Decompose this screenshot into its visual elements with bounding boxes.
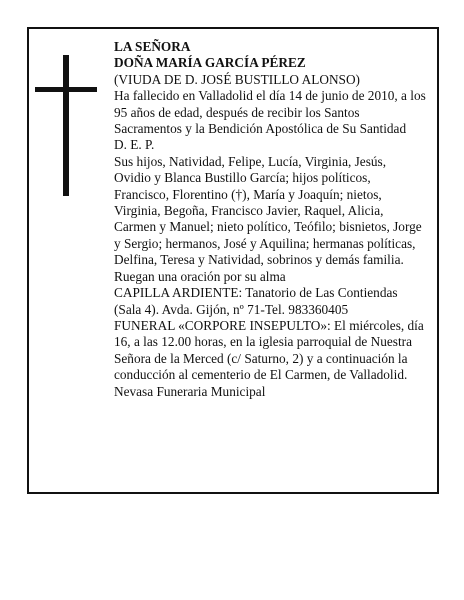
cross-icon [35,55,97,196]
funeral-home: Nevasa Funeraria Municipal [114,383,266,399]
family-paragraph: Sus hijos, Natividad, Felipe, Lucía, Virginia, Jesús, Ovidio y Blanca Bustillo García; hijos políticos, Francisco, Florentino (†), María y Joaquín; nietos, Virginia, Begoña, Francisco Javier, Raquel, Alicia, Carmen y Manuel; nieto político, Teófilo; bisnietos, Jorge y Sergio; hermanos, José y Aquilina; hermanas políticas, Delfina, Teresa y Natividad, sobrinos y demás familia. [114,153,422,268]
cross-vertical-bar [63,55,69,196]
prayer-line: Ruegan una oración por su alma [114,268,286,284]
cross-horizontal-bar [35,87,97,92]
chapel-paragraph: CAPILLA ARDIENTE: Tanatorio de Las Contiendas (Sala 4). Avda. Gijón, nº 71-Tel. 983360405 [114,285,398,317]
widow-line: (VIUDA DE D. JOSÉ BUSTILLO ALONSO) [114,71,360,87]
death-paragraph: Ha fallecido en Valladolid el día 14 de junio de 2010, a los 95 años de edad, después de recibir los Santos Sacramentos y la Bendición Apostólica de Su Santidad [114,88,426,137]
funeral-paragraph: FUNERAL «CORPORE INSEPULTO»: El miércoles, día 16, a las 12.00 horas, en la iglesia parroquial de Nuestra Señora de la Merced (c/ Saturno, 2) y a continuación la conducción al cementerio de El Carmen, de Valladolid. [114,317,424,383]
title-line: LA SEÑORA [114,39,191,54]
deceased-name: DOÑA MARÍA GARCÍA PÉREZ [114,55,306,71]
obituary-text [114,39,426,400]
rip-line: D. E. P. [114,137,155,153]
